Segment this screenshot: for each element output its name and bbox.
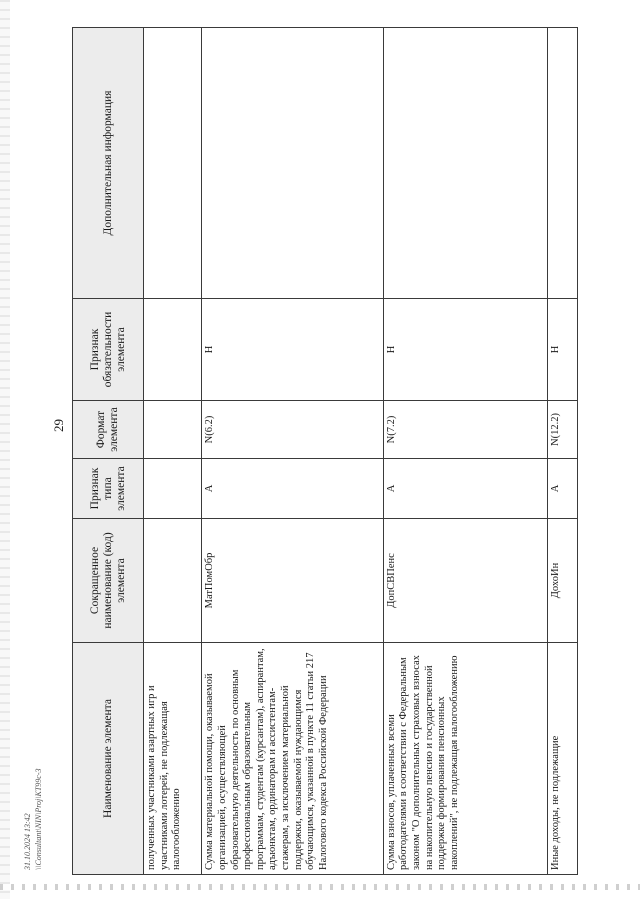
- cell-code: ДопСВПенс: [383, 519, 547, 643]
- element-table-container: [72, 28, 578, 875]
- element-table: [72, 27, 578, 875]
- cell-info: [144, 28, 202, 299]
- cell-name: Сумма материальной помощи, оказываемой организацией, осуществляющей образовательную деятельность по основным профессиональным образовательным программам, студентам (курсантам), аспирантам, адъюнктам, ординаторам и ассистентам-стажерам, за исключением материальной поддержки, оказываемой нуждающимся обучающимся, указанной в пункте 11 статьи 217 Налогового кодекса Российской Федерации: [202, 643, 383, 875]
- cell-code: [144, 519, 202, 643]
- cell-format: [144, 401, 202, 459]
- page-number: 29: [51, 419, 66, 432]
- cell-name: Иные доходы, не подлежащие: [547, 643, 577, 875]
- cell-format: N(12.2): [547, 401, 577, 459]
- header-element-code: Сокращенное наименование (код) элемента: [73, 519, 144, 643]
- cell-info: [202, 28, 383, 299]
- table-row: [202, 28, 383, 875]
- cell-required: Н: [383, 299, 547, 401]
- table-header-row: [73, 28, 144, 875]
- cell-name: полученных участниками азартных игр и участниками лотерей, не подлежащая налогообложению: [144, 643, 202, 875]
- cell-required: Н: [202, 299, 383, 401]
- scan-bottom-artifact: [0, 884, 640, 890]
- stamp-path: \\Consultant\NIN\Proj\KT99c-3: [34, 768, 43, 870]
- header-element-format: Формат элемента: [73, 401, 144, 459]
- cell-type: А: [383, 459, 547, 519]
- cell-type: [144, 459, 202, 519]
- cell-format: N(6.2): [202, 401, 383, 459]
- print-stamp: [22, 769, 44, 871]
- cell-format: N(7.2): [383, 401, 547, 459]
- cell-info: [547, 28, 577, 299]
- cell-type: А: [547, 459, 577, 519]
- stamp-date: 31.10.2024 13:42: [23, 813, 32, 870]
- header-element-required: Признак обязательности элемента: [73, 299, 144, 401]
- scan-edge-artifact: [0, 0, 10, 899]
- cell-required: [144, 299, 202, 401]
- table-row: [547, 28, 577, 875]
- cell-type: А: [202, 459, 383, 519]
- cell-code: МатПомОбр: [202, 519, 383, 643]
- header-additional-info: Дополнительная информация: [73, 28, 144, 299]
- cell-required: Н: [547, 299, 577, 401]
- cell-code: ДохоИн: [547, 519, 577, 643]
- cell-info: [383, 28, 547, 299]
- header-element-name: Наименование элемента: [73, 643, 144, 875]
- header-element-type: Признак типа элемента: [73, 459, 144, 519]
- cell-name: Сумма взносов, уплаченных всеми работодателями в соответствии с Федеральным законом "О дополнительных страховых взносах на накопительную пенсию и государственной поддержке формирования пенсионных накоплений", не подлежащая налогообложению: [383, 643, 547, 875]
- table-row: [144, 28, 202, 875]
- table-row: [383, 28, 547, 875]
